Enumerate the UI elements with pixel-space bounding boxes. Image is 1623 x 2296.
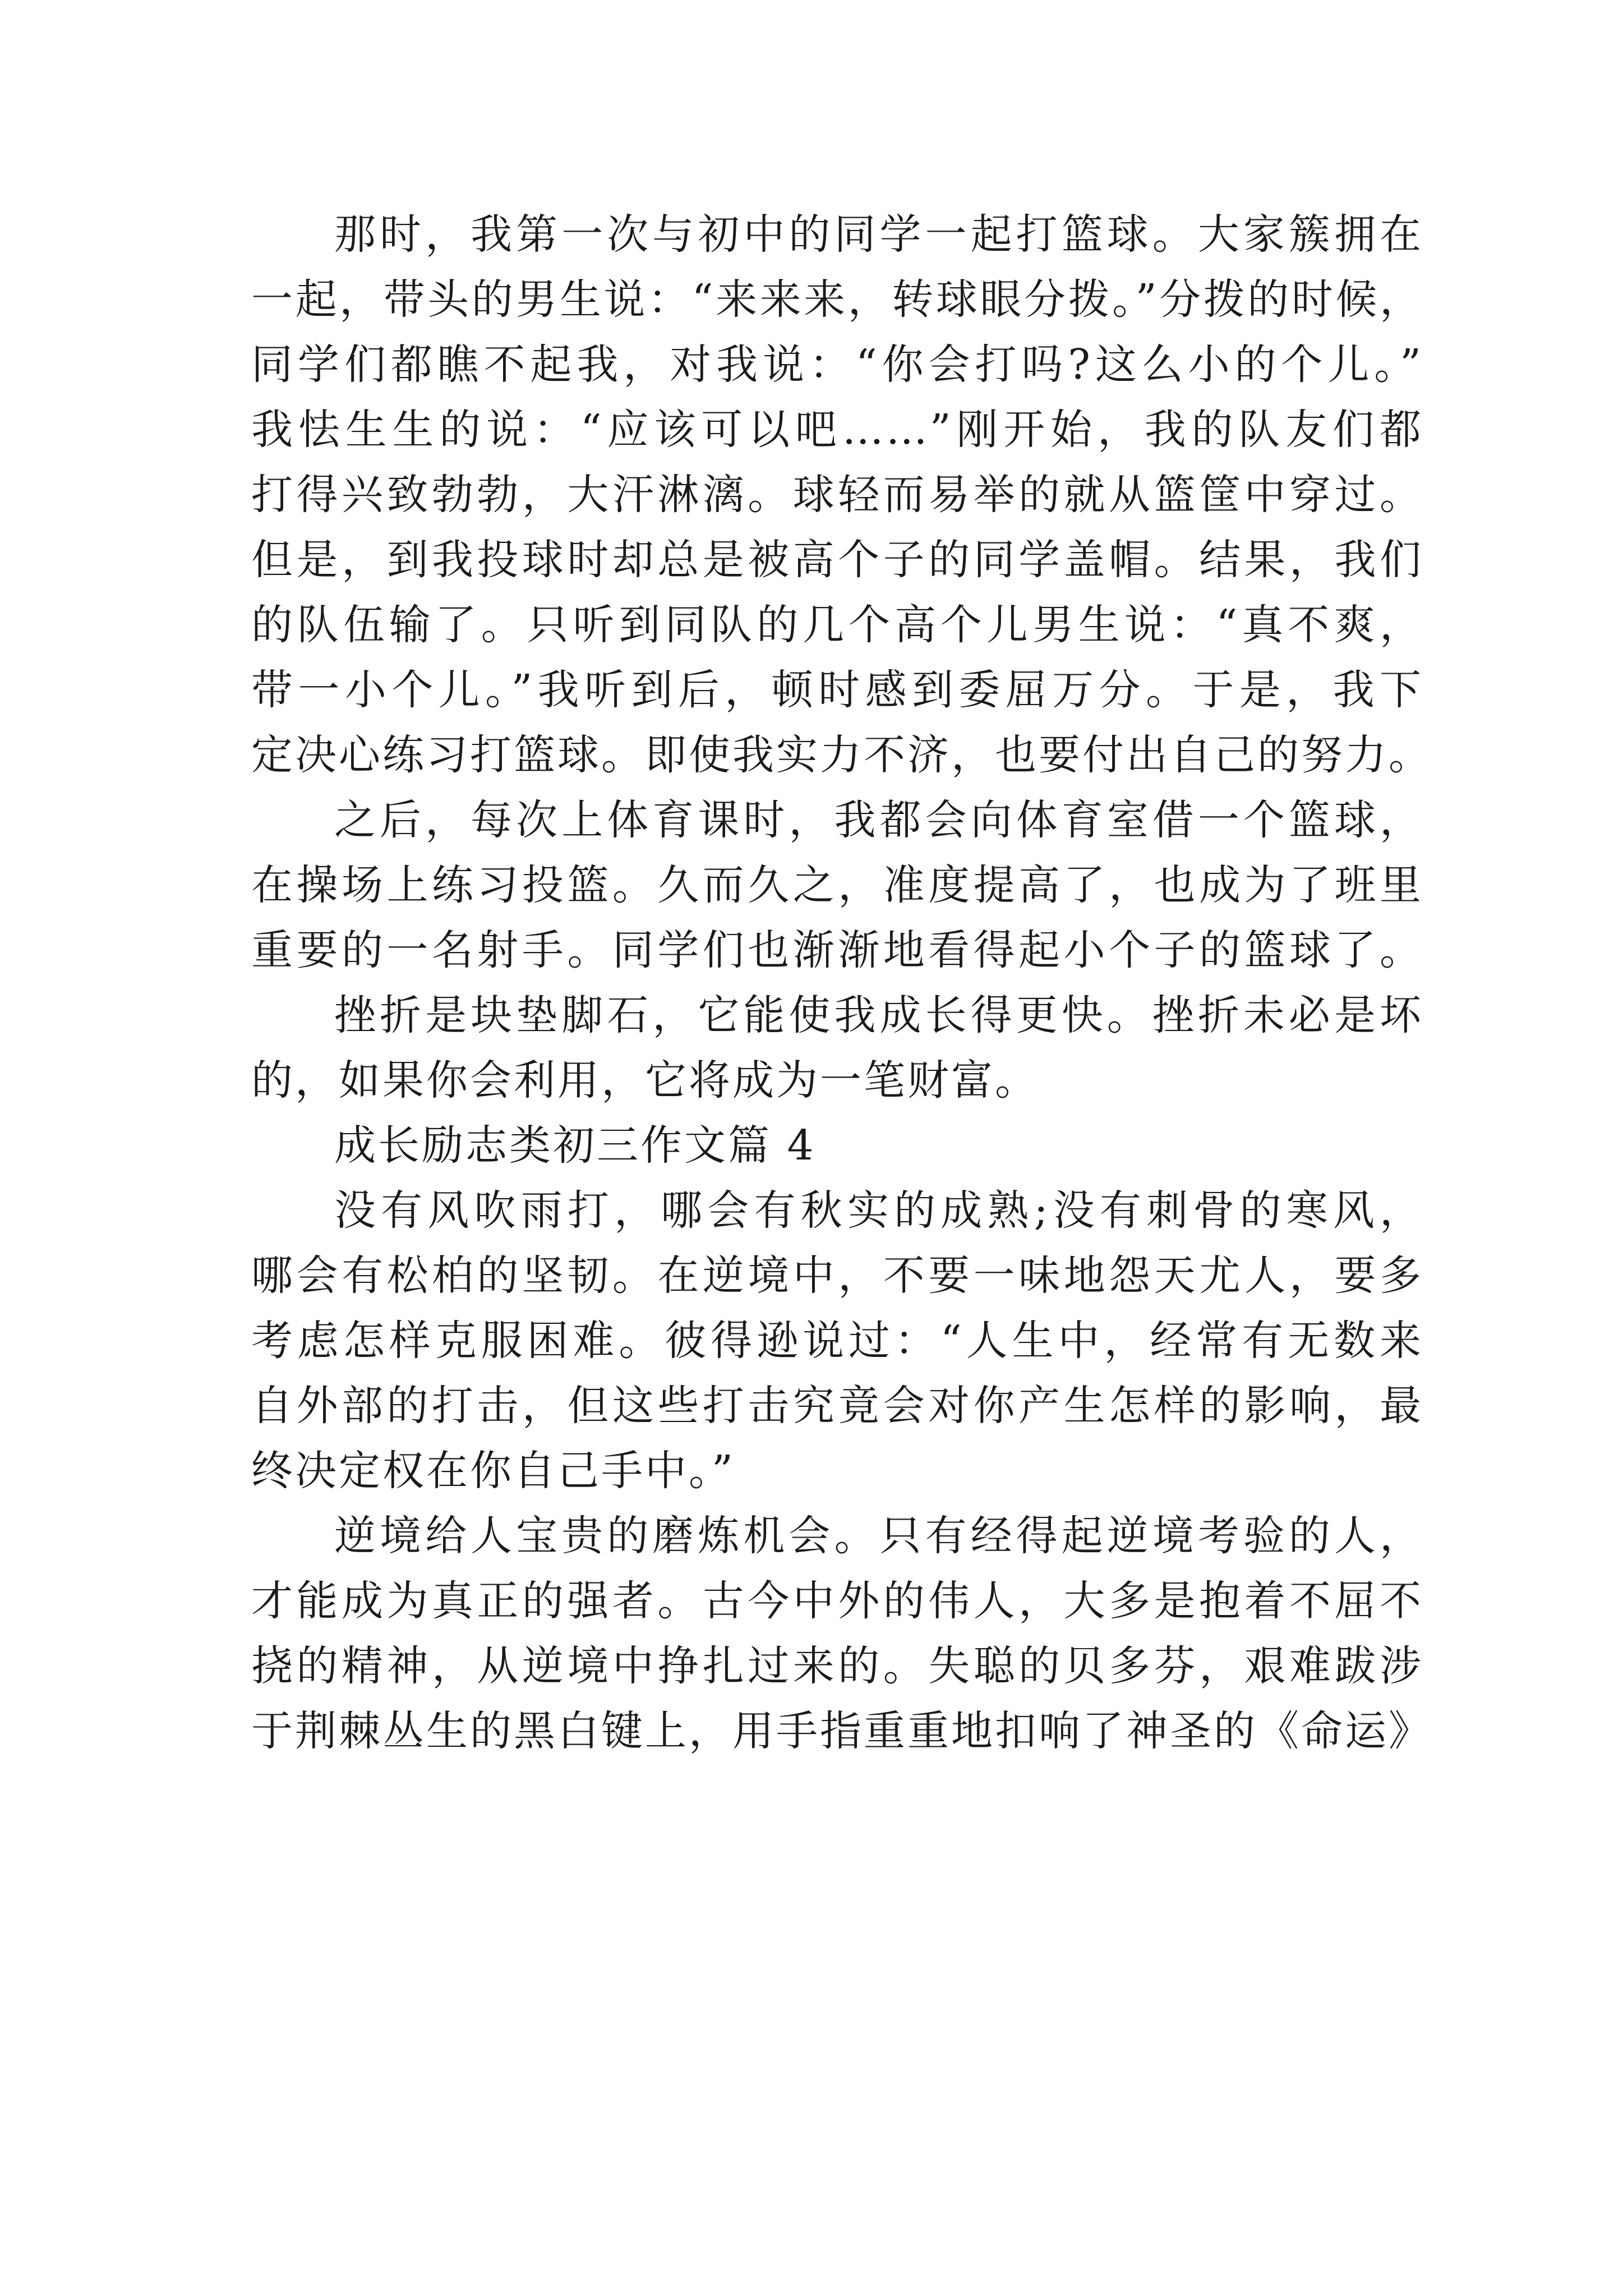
text-line: 才能成为真正的强者。古今中外的伟人，大多是抱着不屈不: [251, 1577, 1423, 1625]
text-line: 一起，带头的男生说：“来来来，转球眼分拨。”分拨的时候，: [251, 275, 1423, 324]
text-line: 同学们都瞧不起我，对我说：“你会打吗?这么小的个儿。”: [251, 341, 1423, 389]
text-line: 考虑怎样克服困难。彼得逊说过：“人生中，经常有无数来: [251, 1317, 1423, 1365]
text-line: 终决定权在你自己手中。”: [251, 1447, 735, 1495]
text-line: 自外部的打击，但这些打击究竟会对你产生怎样的影响，最: [251, 1382, 1423, 1430]
text-line: 我怯生生的说：“应该可以吧……”刚开始，我的队友们都: [251, 406, 1423, 454]
text-line: 之后，每次上体育课时，我都会向体育室借一个篮球，: [334, 796, 1423, 844]
text-line: 带一小个儿。”我听到后，顿时感到委屈万分。于是，我下: [251, 666, 1423, 714]
section-heading: 成长励志类初三作文篇 4: [334, 1121, 816, 1170]
text-line: 打得兴致勃勃，大汗淋漓。球轻而易举的就从篮筐中穿过。: [251, 471, 1423, 519]
text-line: 的队伍输了。只听到同队的几个高个儿男生说：“真不爽，: [251, 601, 1423, 649]
text-line: 的，如果你会利用，它将成为一笔财富。: [251, 1056, 1039, 1105]
text-line: 但是，到我投球时却总是被高个子的同学盖帽。结果，我们: [251, 536, 1423, 584]
text-line: 定决心练习打篮球。即使我实力不济，也要付出自己的努力。: [251, 731, 1432, 779]
text-line: 没有风吹雨打，哪会有秋实的成熟;没有刺骨的寒风，: [334, 1186, 1423, 1235]
text-line: 逆境给人宝贵的磨炼机会。只有经得起逆境考验的人，: [334, 1512, 1423, 1560]
text-line: 挫折是块垫脚石，它能使我成长得更快。挫折未必是坏: [334, 991, 1423, 1039]
text-line: 那时，我第一次与初中的同学一起打篮球。大家簇拥在: [334, 210, 1423, 259]
text-line: 于荆棘丛生的黑白键上，用手指重重地扣响了神圣的《命运》: [251, 1707, 1432, 1755]
document-page: [251, 202, 1432, 1764]
text-line: 挠的精神，从逆境中挣扎过来的。失聪的贝多芬，艰难跋涉: [251, 1642, 1423, 1690]
text-line: 在操场上练习投篮。久而久之，准度提高了，也成为了班里: [251, 861, 1423, 909]
text-line: 哪会有松柏的坚韧。在逆境中，不要一味地怨天尤人，要多: [251, 1251, 1423, 1300]
text-line: 重要的一名射手。同学们也渐渐地看得起小个子的篮球了。: [251, 926, 1423, 974]
